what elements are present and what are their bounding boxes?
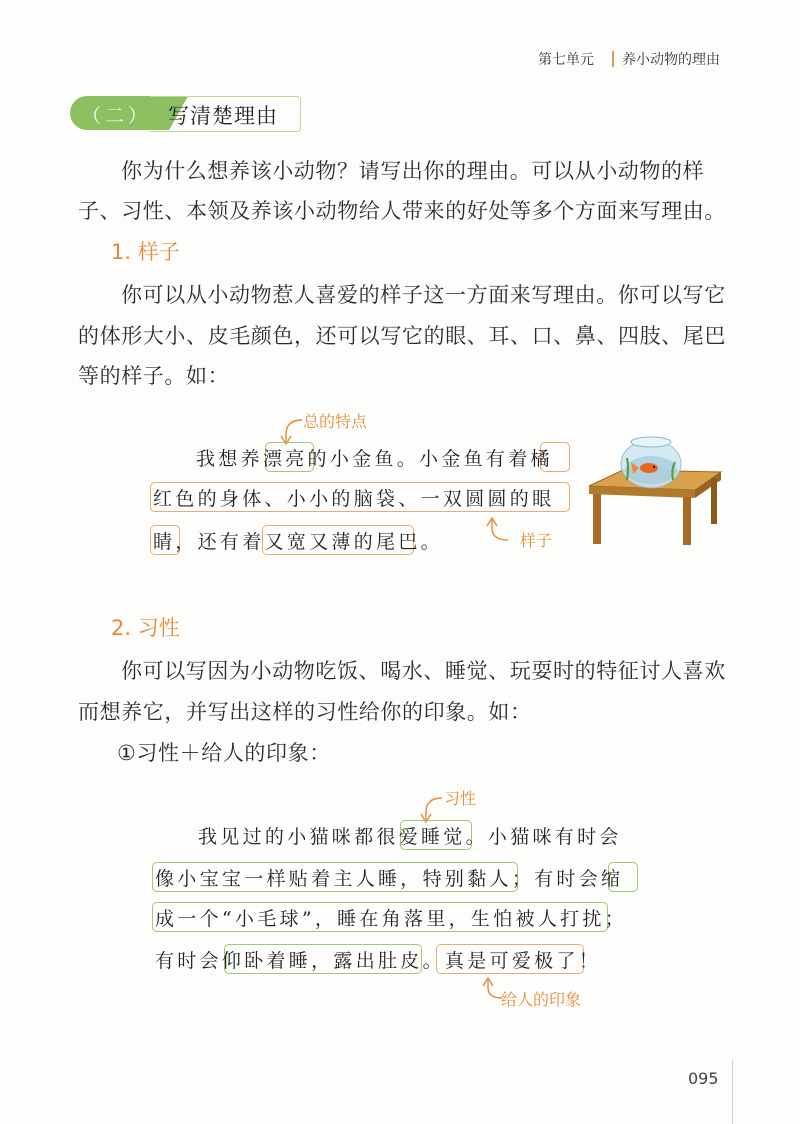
example2-l1-box: 爱睡觉	[398, 826, 466, 848]
part1-line-1: 你可以从小动物惹人喜爱的样子这一方面来写理由。你可以写它	[121, 283, 726, 307]
example1-line-2: 红色的身体、小小的脑袋、一双圆圆的眼	[153, 488, 555, 510]
part2-line-2: 而想养它，并写出这样的习性给你的印象。如：	[78, 700, 532, 724]
part2-heading: 2. 习性	[111, 616, 180, 640]
example1-l3-pre: 睛	[153, 531, 176, 553]
example1-line-1	[196, 444, 553, 471]
example1-l1-tail: 橘	[530, 448, 553, 470]
part2-line-1: 你可以写因为小动物吃饭、喝水、睡觉、玩耍时的特征讨人喜欢	[121, 659, 726, 683]
example2-l3-text: 成一个“小毛球”，睡在角落里，生怕被人打扰	[155, 908, 605, 930]
example2-l3-end: ；	[604, 908, 628, 930]
example2-l1-post: 。小猫咪有时会	[465, 826, 622, 848]
example1-l3-box: 又宽又薄的尾巴	[264, 531, 421, 553]
page-number: 095	[688, 1069, 719, 1088]
example1-l1-box: 漂亮	[262, 448, 308, 470]
example2-line-2	[155, 864, 623, 891]
example2-l4-box: 仰卧着睡，露出肚皮	[221, 950, 423, 972]
section-badge: （二）	[82, 105, 152, 127]
margin-rule	[732, 1060, 733, 1124]
goldfish-bowl-illustration	[583, 428, 723, 548]
example2-l2-box: 像小宝宝一样贴着主人睡，特别黏人	[155, 868, 512, 890]
header-title: 养小动物的理由	[622, 52, 720, 68]
example2-l2-post: ；有时会	[511, 868, 602, 890]
example2-line-3	[155, 904, 627, 931]
annotation-appearance: 样子	[520, 531, 553, 550]
example1-l3-mid: ，还有着	[175, 531, 265, 553]
part1-heading: 1. 样子	[111, 240, 180, 264]
part1-line-2: 的体形大小、皮毛颜色，还可以写它的眼、耳、口、鼻、四肢、尾巴	[78, 324, 726, 348]
example2-line-4	[155, 946, 601, 973]
annotation-general-feature: 总的特点	[303, 412, 368, 431]
section-title: 写清楚理由	[168, 104, 278, 128]
annotation-habit: 习性	[444, 789, 477, 808]
example1-l3-post: 。	[420, 531, 443, 553]
intro-line-2: 子、习性、本领及养该小动物给人带来的好处等多个方面来写理由。	[78, 199, 726, 223]
header-divider	[612, 51, 614, 67]
part2-subheading: ①习性＋给人的印象：	[117, 741, 331, 765]
example2-line-1	[198, 822, 622, 849]
part1-line-3: 等的样子。如：	[78, 364, 230, 388]
example2-l4-mid: 。	[422, 950, 445, 972]
example1-l1-mid: 的小金鱼。小金鱼有着	[307, 448, 531, 470]
example2-l1-pre: 我见过的小猫咪都很	[198, 826, 399, 848]
example2-l4-box2: 真是可爱极了！	[444, 950, 602, 972]
example2-l4-pre: 有时会	[155, 950, 222, 972]
annotation-impression: 给人的印象	[501, 990, 582, 1009]
annotation-arrow-bottom-1	[486, 510, 522, 546]
example1-line-3	[153, 527, 443, 554]
header-unit: 第七单元	[538, 52, 594, 68]
intro-line-1: 你为什么想养该小动物？请写出你的理由。可以从小动物的样	[121, 159, 705, 183]
example1-l1-pre: 我想养	[196, 448, 263, 470]
example2-l2-tail: 缩	[601, 868, 624, 890]
